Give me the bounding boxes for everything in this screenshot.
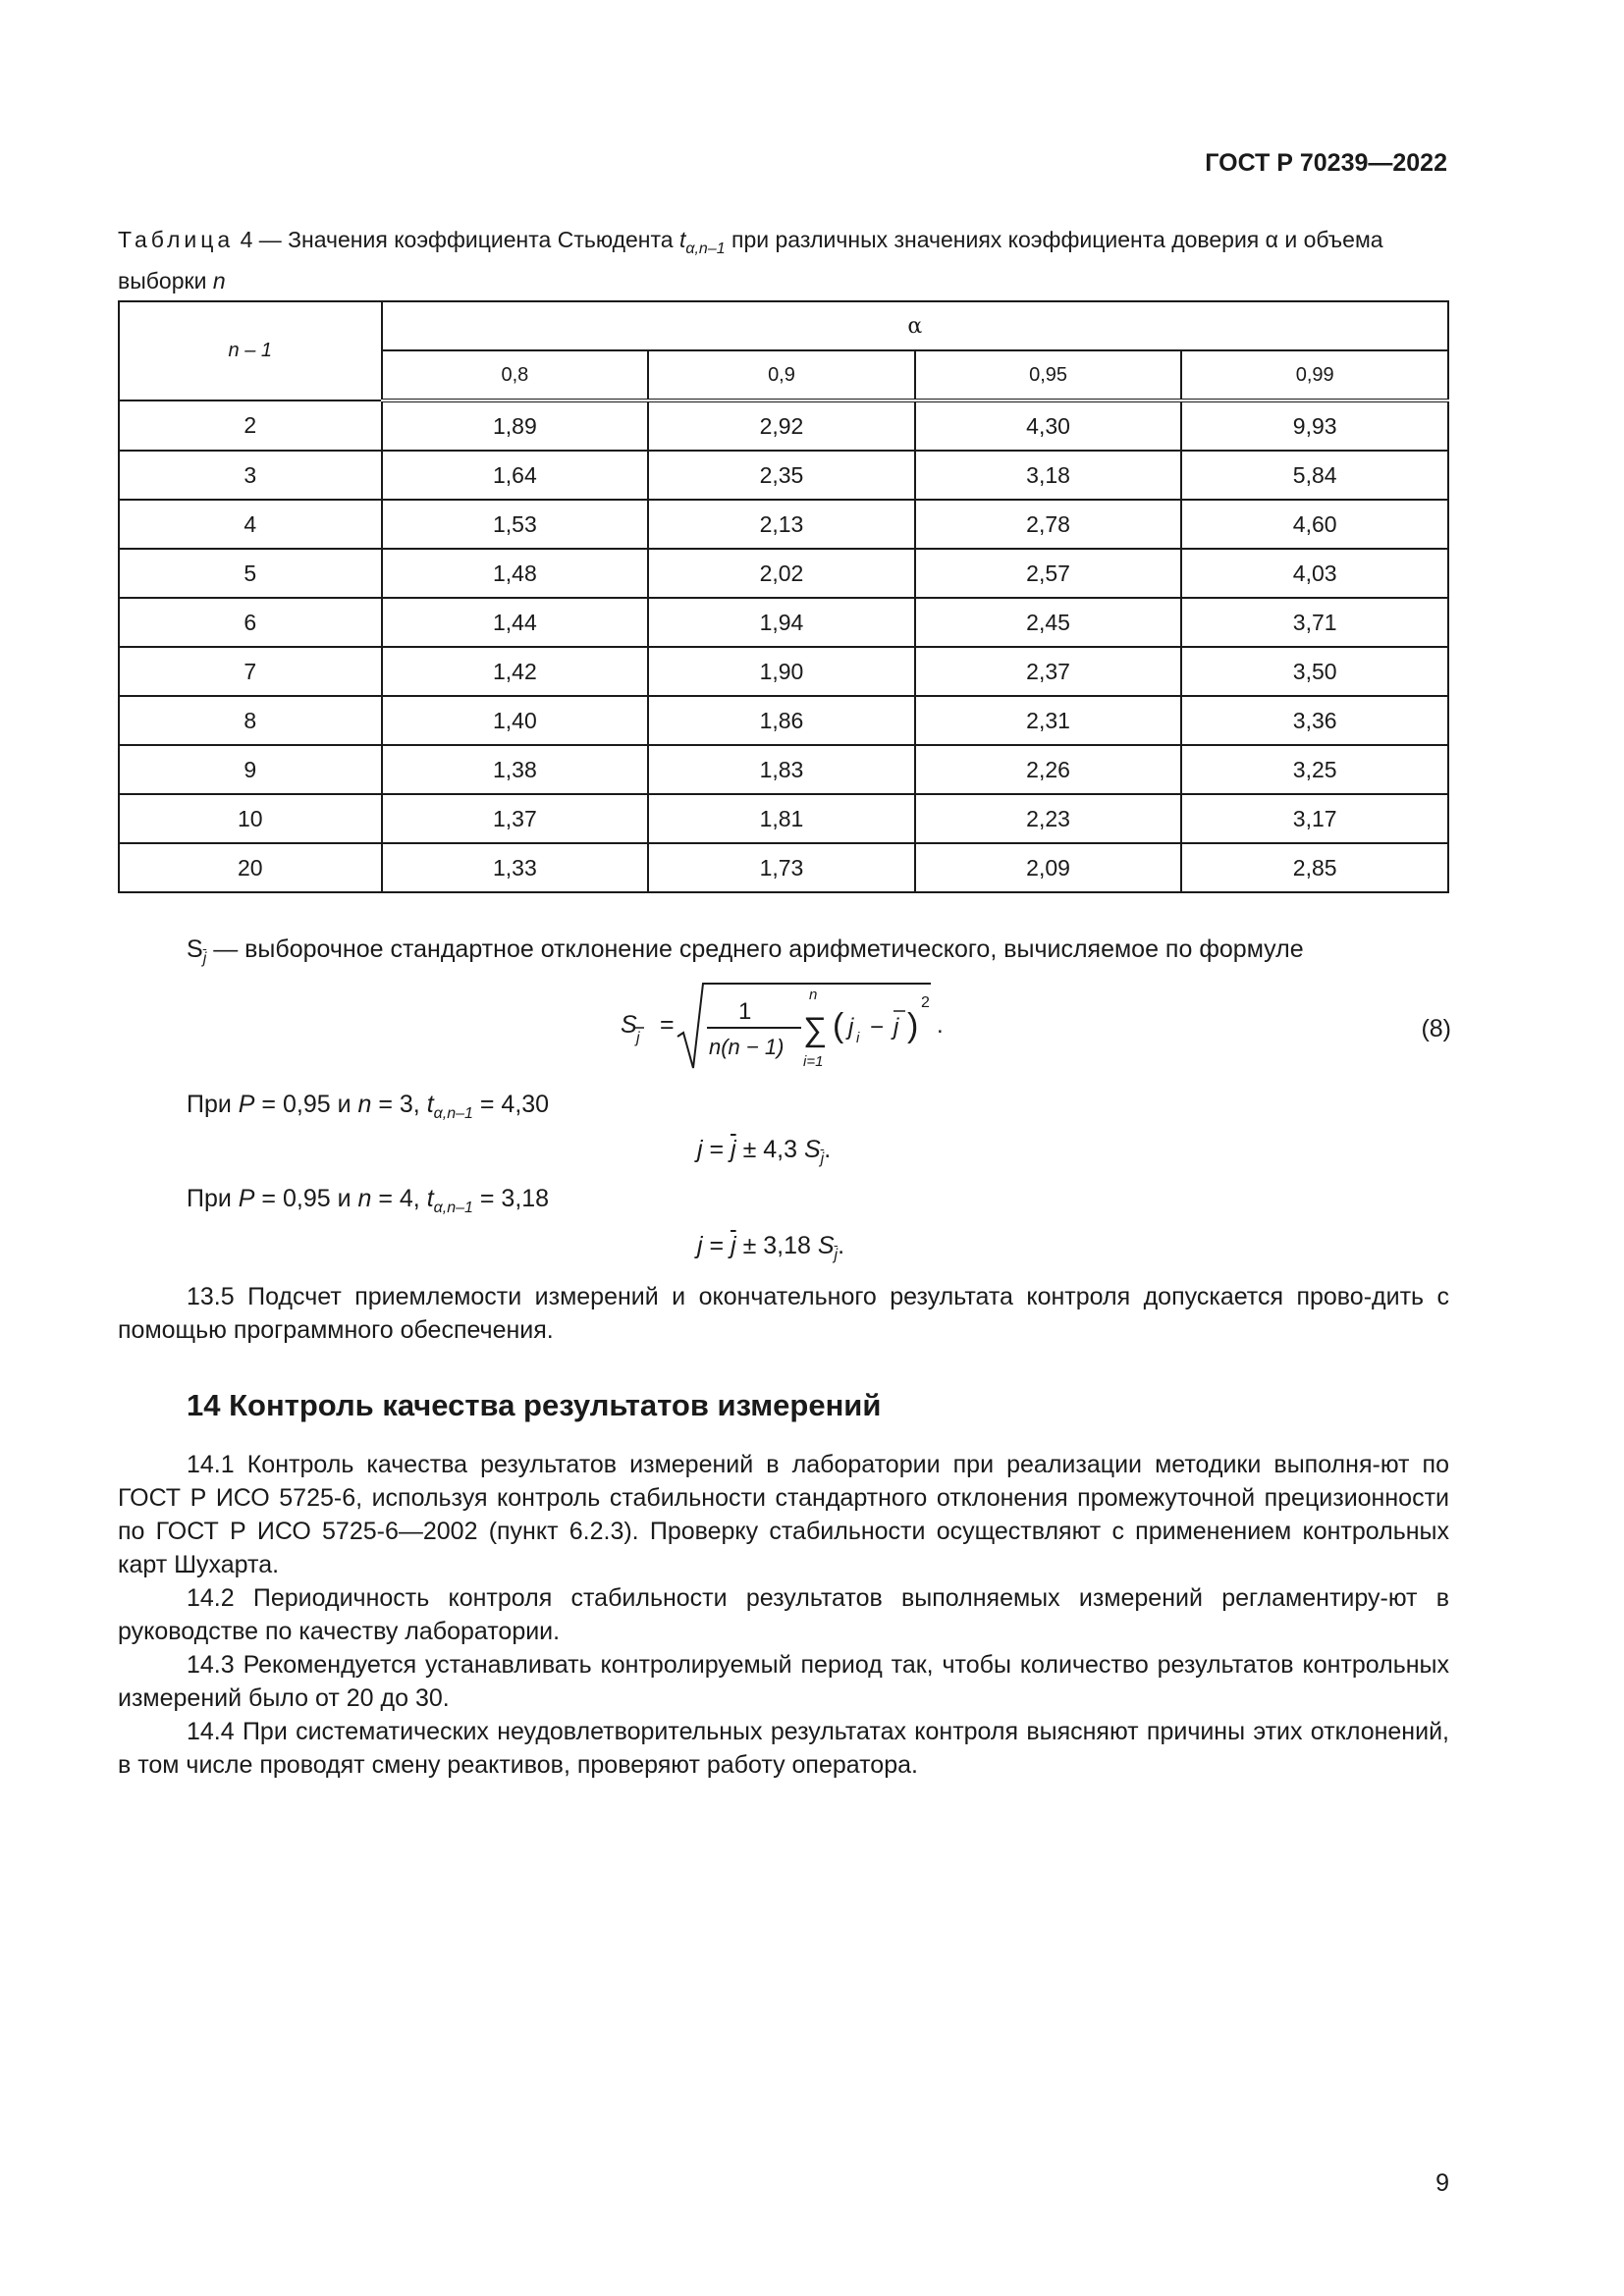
result-s: S — [817, 1232, 835, 1259]
student-coefficient-table — [118, 300, 1449, 893]
result-equals: = — [702, 1136, 731, 1163]
cell-n-minus-1: 6 — [119, 598, 382, 647]
table-row — [119, 598, 1448, 647]
cell-t-value: 3,17 — [1181, 794, 1448, 843]
cell-t-value: 2,45 — [915, 598, 1182, 647]
result-j: j — [697, 1136, 703, 1163]
definition-text: — выборочное стандартное отклонение среднего арифметического, вычисляемое по формуле — [206, 935, 1304, 963]
table-caption-number: 4 — [240, 227, 253, 252]
cell-t-value: 2,57 — [915, 549, 1182, 598]
cell-t-value: 1,83 — [648, 745, 915, 794]
page-number: 9 — [1435, 2169, 1449, 2197]
result-s-sub: j — [834, 1247, 839, 1263]
table-row — [119, 745, 1448, 794]
table-caption-var-n: n — [212, 268, 226, 294]
term-minus: − — [870, 1014, 885, 1041]
table-row — [119, 500, 1448, 549]
table-body — [119, 400, 1448, 892]
term-exponent: 2 — [921, 994, 930, 1011]
formula-end: . — [937, 1012, 944, 1039]
alpha-header: α — [382, 301, 1448, 350]
cell-n-minus-1: 20 — [119, 843, 382, 892]
cell-t-value: 1,89 — [382, 400, 649, 451]
section-14-heading: 14 Контроль качества результатов измерений — [187, 1388, 882, 1422]
definition-symbol: S — [187, 935, 203, 963]
table-row — [119, 696, 1448, 745]
paragraph-14-1: 14.1 Контроль качества результатов измерений в лаборатории при реализации методики выполня-ют по ГОСТ Р ИСО 5725-6, используя контроль стабильности стандартного отклонения промежуточной прецизионности по ГОСТ Р ИСО 5725-6—2002 (пункт 6.2.3). Проверку стабильности осуществляют с применением контрольных карт Шухарта. — [118, 1451, 1449, 1578]
cell-t-value: 9,93 — [1181, 400, 1448, 451]
table-row — [119, 794, 1448, 843]
cell-t-value: 2,85 — [1181, 843, 1448, 892]
term-jbar: j — [893, 1014, 899, 1041]
cell-t-value: 1,90 — [648, 647, 915, 696]
definition-line — [187, 933, 1453, 976]
condition-p-value: = 0,95 и — [254, 1091, 358, 1118]
definition-symbol-sub: j — [202, 950, 207, 967]
condition-n-var: n — [357, 1091, 372, 1118]
document-id: ГОСТ Р 70239—2022 — [1205, 149, 1447, 177]
sum-lower-limit: i=1 — [803, 1053, 824, 1070]
table-caption — [118, 224, 1449, 296]
result-line — [697, 1229, 844, 1272]
table-row — [119, 843, 1448, 892]
table-row — [119, 549, 1448, 598]
cell-t-value: 3,25 — [1181, 745, 1448, 794]
cell-t-value: 1,37 — [382, 794, 649, 843]
result-end: . — [838, 1232, 845, 1259]
condition-t-sub: α,n–1 — [433, 1105, 473, 1122]
cell-t-value: 1,64 — [382, 451, 649, 500]
paren-open: ( — [833, 1007, 844, 1044]
cell-n-minus-1: 9 — [119, 745, 382, 794]
result-equals: = — [702, 1232, 731, 1259]
condition-n-var: n — [357, 1185, 372, 1212]
condition-prefix: При — [187, 1091, 239, 1118]
cell-t-value: 2,78 — [915, 500, 1182, 549]
cell-t-value: 2,35 — [648, 451, 915, 500]
formula-8 — [609, 972, 982, 1080]
cell-n-minus-1: 7 — [119, 647, 382, 696]
cell-t-value: 4,30 — [915, 400, 1182, 451]
cell-t-value: 1,33 — [382, 843, 649, 892]
result-end: . — [824, 1136, 832, 1163]
table-caption-text: — Значения коэффициента Стьюдента — [252, 227, 679, 252]
table-caption-label: Таблица — [118, 227, 235, 252]
condition-n-value: = 4, — [371, 1185, 427, 1212]
result-j: j — [697, 1232, 703, 1259]
table-row — [119, 647, 1448, 696]
sum-sign: ∑ — [803, 1011, 828, 1048]
term-i: i — [856, 1030, 860, 1046]
paragraph-13-5: 13.5 Подсчет приемлемости измерений и окончательного результата контроля допускается прово-дить с помощью программного обеспечения. — [118, 1283, 1449, 1344]
cell-t-value: 2,09 — [915, 843, 1182, 892]
alpha-value: 0,95 — [915, 350, 1182, 400]
cell-t-value: 1,53 — [382, 500, 649, 549]
formula-number: (8) — [1421, 1015, 1451, 1042]
student-t-subscript: α,n–1 — [685, 240, 726, 257]
condition-line — [187, 1182, 549, 1225]
fraction-numerator: 1 — [738, 998, 752, 1025]
alpha-value: 0,8 — [382, 350, 649, 400]
cell-t-value: 2,92 — [648, 400, 915, 451]
formula-lhs-sub: j — [636, 1030, 640, 1046]
condition-prefix: При — [187, 1185, 239, 1212]
paragraph-14-4: 14.4 При систематических неудовлетворительных результатах контроля выясняют причины этих отклонений, в том числе проводят смену реактивов, проверяют работу оператора. — [118, 1718, 1449, 1779]
student-t-symbol: t — [678, 227, 686, 252]
formula-lhs: S — [621, 1011, 637, 1039]
cell-t-value: 3,18 — [915, 451, 1182, 500]
cell-t-value: 2,26 — [915, 745, 1182, 794]
cell-t-value: 1,48 — [382, 549, 649, 598]
fraction-denominator: n(n − 1) — [709, 1035, 785, 1059]
cell-n-minus-1: 5 — [119, 549, 382, 598]
condition-line — [187, 1088, 549, 1131]
condition-p-var: P — [238, 1185, 255, 1212]
cell-t-value: 1,38 — [382, 745, 649, 794]
row-header-n-minus-1: n – 1 — [119, 301, 382, 400]
cell-t-value: 3,71 — [1181, 598, 1448, 647]
cell-t-value: 1,94 — [648, 598, 915, 647]
cell-t-value: 1,42 — [382, 647, 649, 696]
alpha-value: 0,9 — [648, 350, 915, 400]
cell-t-value: 3,50 — [1181, 647, 1448, 696]
cell-t-value: 1,44 — [382, 598, 649, 647]
cell-t-value: 2,23 — [915, 794, 1182, 843]
cell-t-value: 4,60 — [1181, 500, 1448, 549]
cell-n-minus-1: 3 — [119, 451, 382, 500]
condition-p-value: = 0,95 и — [254, 1185, 358, 1212]
table-caption-text-cont: при различных значениях коэффициента доверия α и объема выборки — [118, 227, 1383, 294]
cell-n-minus-1: 10 — [119, 794, 382, 843]
result-s-sub: j — [820, 1150, 825, 1167]
result-line — [697, 1133, 831, 1176]
cell-n-minus-1: 2 — [119, 400, 382, 451]
cell-t-value: 2,02 — [648, 549, 915, 598]
condition-n-value: = 3, — [371, 1091, 427, 1118]
result-jbar: $\overline{j}$ — [731, 1136, 736, 1163]
cell-t-value: 2,37 — [915, 647, 1182, 696]
cell-t-value: 1,73 — [648, 843, 915, 892]
cell-t-value: 1,81 — [648, 794, 915, 843]
cell-t-value: 3,36 — [1181, 696, 1448, 745]
formula-equals: = — [660, 1011, 675, 1039]
table-header-row — [119, 301, 1448, 350]
table-row — [119, 400, 1448, 451]
cell-t-value: 1,86 — [648, 696, 915, 745]
condition-t: t — [426, 1091, 434, 1118]
condition-t-value: = 4,30 — [472, 1091, 550, 1118]
cell-n-minus-1: 4 — [119, 500, 382, 549]
term-j: j — [848, 1014, 854, 1041]
cell-t-value: 5,84 — [1181, 451, 1448, 500]
result-jbar: $\overline{j}$ — [731, 1232, 736, 1259]
cell-t-value: 2,13 — [648, 500, 915, 549]
paragraph-14-2: 14.2 Периодичность контроля стабильности результатов выполняемых измерений регламентиру-ют в руководстве по качеству лаборатории. — [118, 1584, 1449, 1645]
condition-t: t — [426, 1185, 434, 1212]
condition-p-var: P — [238, 1091, 255, 1118]
cell-t-value: 4,03 — [1181, 549, 1448, 598]
cell-n-minus-1: 8 — [119, 696, 382, 745]
alpha-value: 0,99 — [1181, 350, 1448, 400]
result-plus-minus: ± 4,3 — [735, 1136, 804, 1163]
section-14-body — [118, 1448, 1449, 1782]
sum-upper-limit: n — [809, 987, 818, 1003]
result-s: S — [803, 1136, 821, 1163]
condition-t-value: = 3,18 — [472, 1185, 550, 1212]
paragraph-14-3: 14.3 Рекомендуется устанавливать контролируемый период так, чтобы количество результатов контрольных измерений было от 20 до 30. — [118, 1651, 1449, 1712]
condition-t-sub: α,n–1 — [433, 1200, 473, 1216]
cell-t-value: 1,40 — [382, 696, 649, 745]
paren-close: ) — [907, 1007, 919, 1044]
cell-t-value: 2,31 — [915, 696, 1182, 745]
result-plus-minus: ± 3,18 — [735, 1232, 818, 1259]
table-row — [119, 451, 1448, 500]
